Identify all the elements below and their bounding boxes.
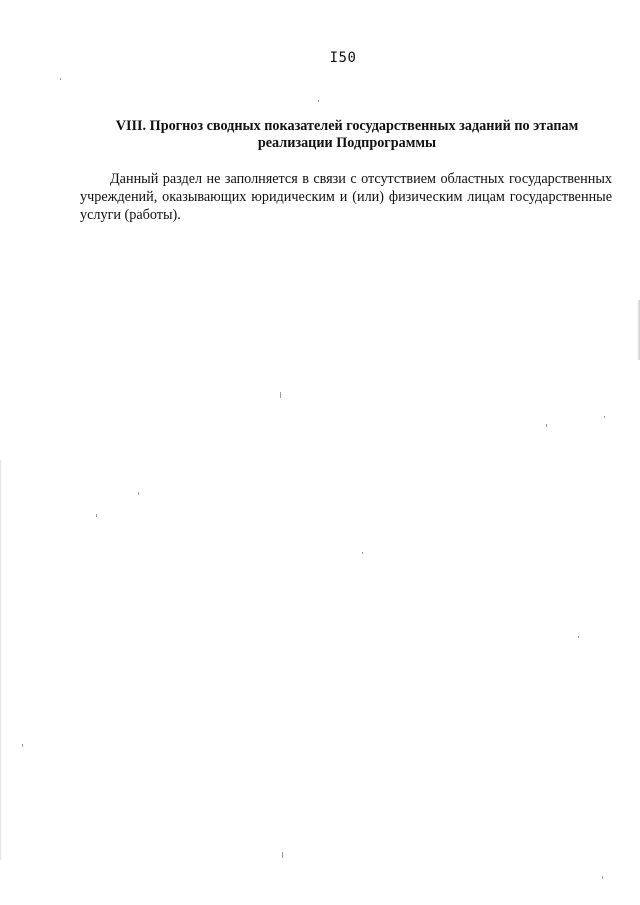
scan-speck <box>280 392 281 398</box>
scan-speck <box>22 744 23 747</box>
section-heading-line-2: реализации Подпрограммы <box>257 135 437 151</box>
scan-speck <box>96 514 97 517</box>
scan-speck <box>578 636 579 638</box>
scan-speck <box>604 416 605 418</box>
scan-speck <box>602 876 603 879</box>
scan-edge-shadow-left <box>0 460 2 860</box>
section-heading <box>80 118 614 152</box>
section-heading-line-1: VIII. Прогноз сводных показателей государственных заданий по этапам <box>115 118 579 134</box>
scan-speck <box>282 852 283 858</box>
scan-speck <box>318 100 319 102</box>
page-number: I50 <box>329 50 357 66</box>
section-paragraph: Данный раздел не заполняется в связи с отсутствием областных государственных учреждений, оказывающих юридическим и (или) физическим лицам государственные услуги (работы). <box>80 171 612 223</box>
scan-speck <box>546 424 547 427</box>
scan-speck <box>60 78 61 80</box>
scan-speck <box>138 492 139 495</box>
scan-speck <box>362 552 363 554</box>
